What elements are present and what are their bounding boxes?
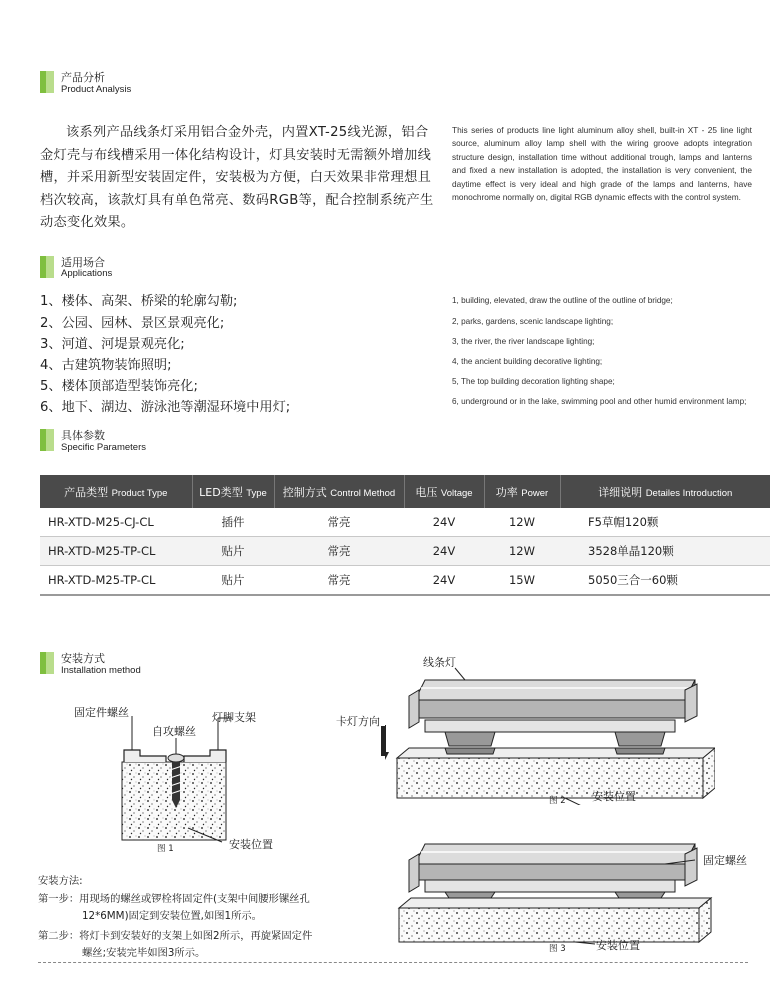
cell-power: 12W — [484, 537, 560, 566]
application-item-cn: 1、楼体、高架、桥梁的轮廓勾勒; — [40, 294, 238, 309]
header-voltage: 电压 Voltage — [404, 475, 484, 508]
header-product-type: 产品类型 Product Type — [40, 475, 192, 508]
section-subtitle-parameters: Specific Parameters — [61, 442, 147, 453]
application-item-cn: 6、地下、湖边、游泳池等潮湿环境中用灯; — [40, 400, 291, 415]
cell-power: 15W — [484, 566, 560, 596]
application-item-en: 4, the ancient building decorative lighting; — [452, 357, 603, 366]
method-title: 安装方法: — [38, 875, 83, 887]
cell-voltage: 24V — [404, 537, 484, 566]
cell-details: 3528单晶120颗 — [560, 537, 770, 566]
section-title-parameters: 具体参数 — [61, 429, 105, 442]
bottom-divider — [38, 962, 748, 963]
method-step1-line1: 第一步：用现场的螺丝或锣栓将固定件(支架中间腰形镙丝孔 — [38, 893, 310, 905]
header-details: 详细说明 Detailes Introduction — [560, 475, 770, 508]
section-marker-icon — [40, 256, 54, 278]
fig2-direction-arrow-icon — [381, 726, 385, 756]
cell-power: 12W — [484, 508, 560, 537]
cell-led-type: 贴片 — [192, 537, 274, 566]
section-subtitle-analysis: Product Analysis — [61, 84, 132, 95]
table-row — [40, 566, 770, 596]
application-item-en: 6, underground or in the lake, swimming pool and other humid environment lamp; — [452, 397, 747, 406]
application-item-cn: 2、公园、园林、景区景观亮化; — [40, 316, 225, 331]
section-marker-icon — [40, 429, 54, 451]
section-marker-icon — [40, 652, 54, 674]
cell-product-type: HR-XTD-M25-CJ-CL — [40, 508, 192, 537]
section-title-applications: 适用场合 — [61, 256, 105, 269]
application-item-en: 1, building, elevated, draw the outline of the outline of bridge; — [452, 296, 673, 305]
application-item-en: 3, the river, the river landscape lighting; — [452, 337, 595, 346]
section-marker-icon — [40, 71, 54, 93]
cell-control: 常亮 — [274, 508, 404, 537]
cell-led-type: 插件 — [192, 508, 274, 537]
fig2-label-position: 安装位置 — [592, 790, 636, 803]
cell-product-type: HR-XTD-M25-TP-CL — [40, 537, 192, 566]
cell-control: 常亮 — [274, 566, 404, 596]
spec-table — [40, 475, 770, 596]
fig3-label-fixing-screw: 固定螺丝 — [703, 854, 747, 867]
header-control-method: 控制方式 Control Method — [274, 475, 404, 508]
application-item-en: 5, The top building decoration lighting shape; — [452, 377, 615, 386]
figure-2-diagram — [385, 660, 715, 805]
fig3-label-position: 安装位置 — [596, 939, 640, 952]
cell-details: 5050三合一60颗 — [560, 566, 770, 596]
method-step1-line2: 12*6MM)固定到安装位置,如图1所示。 — [82, 910, 262, 922]
intro-english: This series of products line light aluminum alloy shell, built-in XT - 25 line light source, aluminum alloy lamp shell with the wiring groove adopts integration structure design, installation time without additional trough, lamps and lanterns and fixed a new installation is adopted, the installation is very convenient, the daytime effect is very ideal and high grade of the lamps and lanterns, have monochrome normally on, digital RGB dynamic effects with the control system. — [452, 125, 752, 203]
method-step2-line2: 螺丝;安装完毕如图3所示。 — [82, 947, 206, 959]
cell-details: F5草帽120颗 — [560, 508, 770, 537]
fig2-caption: 图 2 — [549, 796, 566, 806]
fig1-label-tapping-screw: 自攻螺丝 — [152, 725, 196, 738]
table-row — [40, 537, 770, 566]
cell-voltage: 24V — [404, 566, 484, 596]
fig3-caption: 图 3 — [549, 944, 566, 954]
figure-3-diagram — [395, 840, 715, 945]
method-step2-line1: 第二步：将灯卡到安装好的支架上如图2所示，再旋紧固定件 — [38, 930, 313, 942]
cell-control: 常亮 — [274, 537, 404, 566]
application-item-cn: 4、古建筑物装饰照明; — [40, 358, 172, 373]
fig2-label-light-bar: 线条灯 — [423, 656, 456, 669]
section-title-installation: 安装方式 — [61, 652, 105, 665]
fig1-label-fixing-screw: 固定件螺丝 — [74, 706, 129, 719]
application-item-cn: 3、河道、河堤景观亮化; — [40, 337, 185, 352]
cell-voltage: 24V — [404, 508, 484, 537]
section-subtitle-installation: Installation method — [61, 665, 141, 676]
cell-led-type: 贴片 — [192, 566, 274, 596]
application-item-cn: 5、楼体顶部造型装饰亮化; — [40, 379, 198, 394]
fig1-label-bracket: 灯脚支架 — [212, 711, 256, 724]
cell-product-type: HR-XTD-M25-TP-CL — [40, 566, 192, 596]
fig1-label-position: 安装位置 — [229, 838, 273, 851]
intro-chinese: 该系列产品线条灯采用铝合金外壳，内置XT-25线光源，铝合金灯壳与布线槽采用一体化结构设计，灯具安装时无需额外增加线槽，并采用新型安装固定件，安装极为方便，白天效果非常理想且档次较高，该款灯具有单色常亮、数码RGB等，配合控制系统产生动态变化效果。 — [40, 125, 434, 230]
section-subtitle-applications: Applications — [61, 268, 113, 279]
fig1-caption: 图 1 — [157, 844, 174, 854]
table-row — [40, 508, 770, 537]
section-title-analysis: 产品分析 — [61, 71, 105, 84]
header-led-type: LED类型 Type — [192, 475, 274, 508]
application-item-en: 2, parks, gardens, scenic landscape lighting; — [452, 317, 614, 326]
header-power: 功率 Power — [484, 475, 560, 508]
table-header-row — [40, 475, 770, 508]
fig2-label-direction: 卡灯方向 — [336, 715, 380, 728]
